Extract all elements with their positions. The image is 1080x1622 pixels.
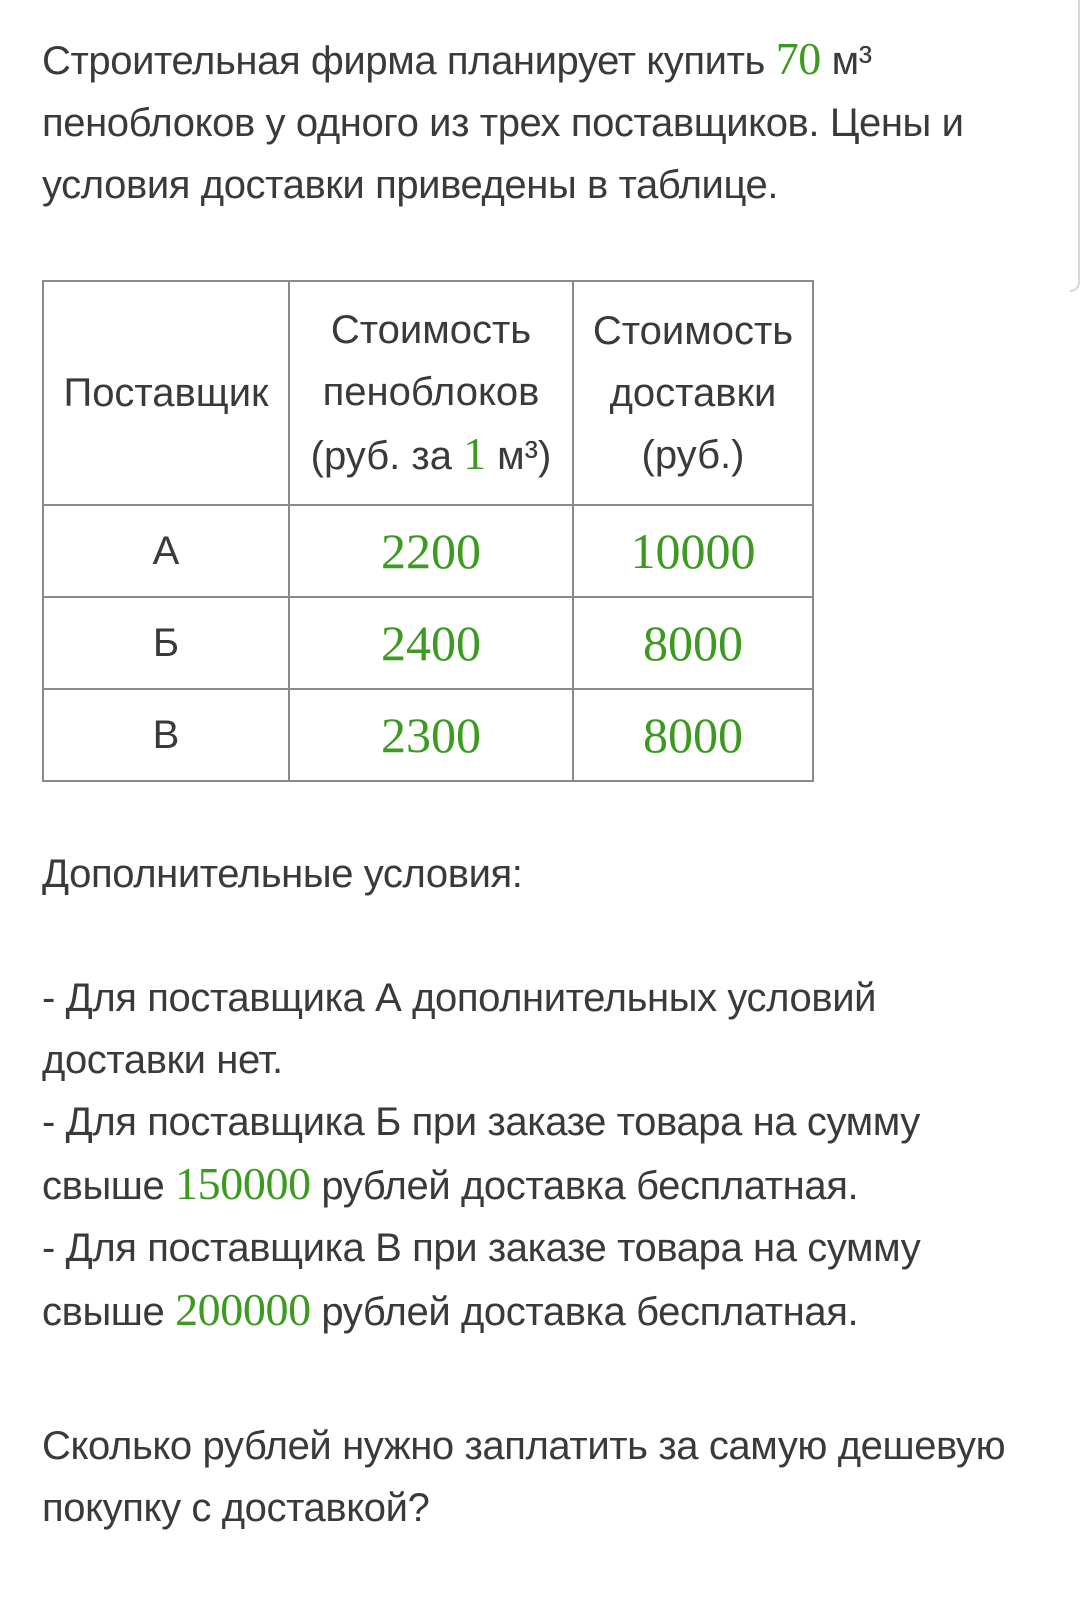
scroll-indicator <box>1070 0 1080 292</box>
intro-paragraph <box>42 28 1032 216</box>
table-row <box>43 505 813 597</box>
table-row <box>43 597 813 689</box>
delivery-price-cell: 8000 <box>573 689 813 781</box>
intro-volume-number: 70 <box>775 33 821 84</box>
table-header-row <box>43 281 813 505</box>
delivery-price-cell: 10000 <box>573 505 813 597</box>
header-supplier: Поставщик <box>43 281 289 505</box>
header-block-price: Стоимость пеноблоков (руб. за 1 м³) <box>289 281 573 505</box>
block-price-cell: 2300 <box>289 689 573 781</box>
delivery-price-cell: 8000 <box>573 597 813 689</box>
supplier-cell: Б <box>43 597 289 689</box>
supplier-cell: В <box>43 689 289 781</box>
condition-a: - Для поставщика А дополнительных условий доставки нет. <box>42 976 877 1082</box>
header-delivery-price: Стоимость доставки (руб.) <box>573 281 813 505</box>
intro-text-2: м³ пеноблоков у одного из трех поставщиков. Цены и условия доставки приведены в таблице. <box>42 39 964 207</box>
block-price-cell: 2400 <box>289 597 573 689</box>
conditions-title: Дополнительные условия: <box>42 852 523 896</box>
condition-b: - Для поставщика Б при заказе товара на сумму свыше 150000 рублей доставка бесплатная. <box>42 1100 920 1209</box>
suppliers-table <box>42 280 814 782</box>
intro-text-1: Строительная фирма планирует купить <box>42 39 776 83</box>
condition-v: - Для поставщика В при заказе товара на сумму свыше 200000 рублей доставка бесплатная. <box>42 1226 921 1335</box>
table-row <box>43 689 813 781</box>
question-text: Сколько рублей нужно заплатить за самую дешевую покупку с доставкой? <box>42 1424 1006 1530</box>
block-price-cell: 2200 <box>289 505 573 597</box>
supplier-cell: А <box>43 505 289 597</box>
conditions-list <box>42 967 1032 1343</box>
